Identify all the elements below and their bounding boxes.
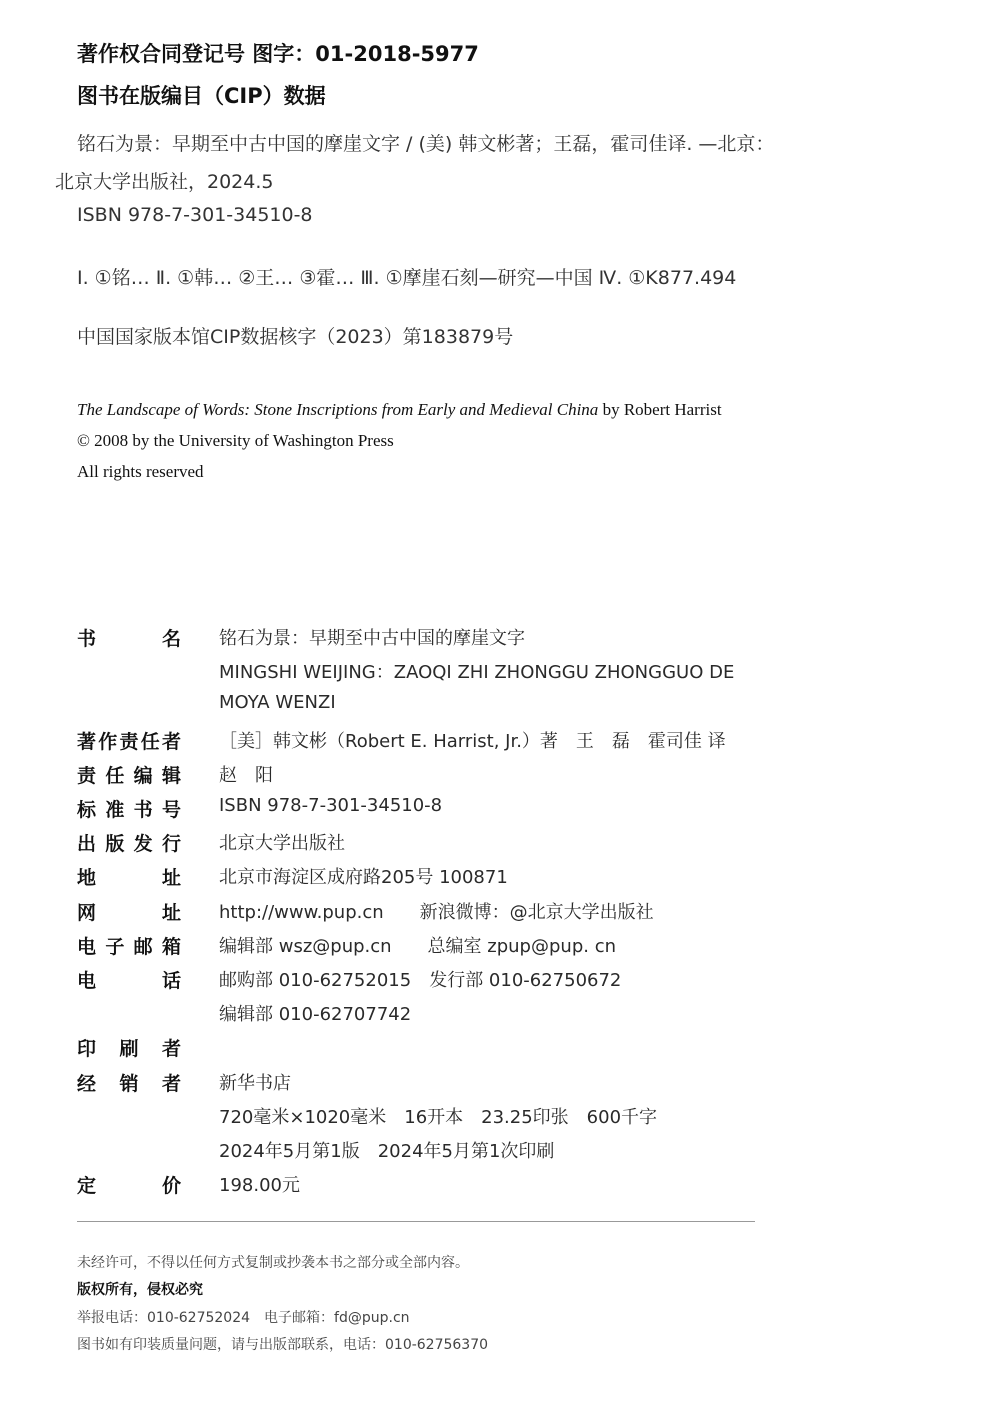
cip-isbn: ISBN 978-7-301-34510-8 [77,204,313,226]
detail-label [77,624,181,651]
detail-label [77,761,181,788]
cip-heading: 图书在版编目（CIP）数据 [77,84,326,108]
footer-notice: 未经许可，不得以任何方式复制或抄袭本书之部分或全部内容。 [77,1255,469,1271]
detail-value: 邮购部 010-62752015 发行部 010-62750672 [219,970,622,991]
detail-label-char: 网 [77,901,97,924]
detail-label-char: 辑 [161,764,181,787]
detail-value: 编辑部 010-62707742 [219,1004,412,1026]
original-rights: All rights reserved [77,462,204,481]
footer-report: 举报电话：010-62752024 电子邮箱：fd@pup.cn [77,1310,410,1326]
detail-label-char: 版 [105,833,125,856]
detail-label [77,829,181,856]
detail-value: 铭石为景：早期至中古中国的摩崖文字 [219,628,525,649]
detail-label-char: 责 [119,730,139,753]
detail-value: 2024年5月第1版 2024年5月第1次印刷 [219,1141,555,1162]
detail-label [77,932,181,959]
cip-line-2: 北京大学出版社，2024.5 [55,171,274,193]
copyright-registration: 著作权合同登记号 图字：01-2018-5977 [77,42,479,66]
original-title: The Landscape of Words: Stone Inscriptions from Early and Medieval China [77,400,599,419]
detail-value: 北京市海淀区成府路205号 100871 [219,867,508,889]
cip-line-1: 铭石为景：早期至中古中国的摩崖文字 / (美) 韩文彬著；王磊，霍司佳译. —北京： [77,133,775,155]
detail-label-char: 号 [161,799,181,821]
detail-label-char: 者 [161,1072,181,1095]
detail-value: http://www.pup.cn 新浪微博：@北京大学出版社 [219,901,654,923]
detail-value: MINGSHI WEIJING：ZAOQI ZHI ZHONGGU ZHONGGUO DE [219,662,735,684]
detail-label-char: 书 [77,628,97,650]
detail-label-char: 话 [161,970,181,992]
detail-value: 编辑部 wsz@pup.cn 总编室 zpup@pup. cn [219,935,616,957]
detail-label-char: 准 [105,799,125,821]
detail-value: 720毫米×1020毫米 16开本 23.25印张 600千字 [219,1106,658,1128]
detail-label-char: 书 [133,799,153,821]
detail-label-char: 标 [77,799,97,821]
detail-label [77,727,181,754]
detail-label-char: 价 [161,1175,181,1198]
detail-label-char: 刷 [119,1038,139,1061]
divider [77,1221,755,1222]
detail-value: 198.00元 [219,1175,300,1197]
detail-label-char: 定 [77,1175,97,1198]
detail-label-char: 地 [77,867,97,890]
detail-label-char: 编 [133,764,153,787]
footer-quality: 图书如有印装质量问题，请与出版部联系，电话：010-62756370 [77,1337,489,1353]
original-author: by Robert Harrist [598,400,722,419]
cip-number: 中国国家版本馆CIP数据核字（2023）第183879号 [77,326,514,348]
detail-label-char: 行 [161,833,181,856]
detail-label-char: 印 [77,1038,97,1061]
detail-value: MOYA WENZI [219,692,336,714]
detail-value: ［美］韩文彬（Robert E. Harrist, Jr.）著 王 磊 霍司佳 译 [219,730,726,752]
detail-label [77,863,181,890]
detail-label-char: 电 [77,935,97,958]
detail-label-char: 址 [161,867,181,890]
detail-label-char: 者 [161,730,181,753]
detail-label [77,898,181,925]
detail-label-char: 者 [161,1038,181,1061]
detail-label-char: 销 [119,1072,139,1095]
detail-label-char: 邮 [133,935,153,958]
detail-value: 新华书店 [219,1072,291,1094]
detail-label-char: 经 [77,1072,97,1095]
detail-label-char: 出 [77,833,97,856]
detail-label-char: 箱 [161,935,181,958]
detail-label [77,1069,181,1096]
detail-value: 赵 阳 [219,764,273,786]
detail-value: ISBN 978-7-301-34510-8 [219,795,443,816]
detail-label-char: 作 [98,730,118,753]
original-title-line [77,400,722,420]
detail-label-char: 任 [105,764,125,787]
detail-label-char: 子 [105,935,125,958]
original-copyright: © 2008 by the University of Washington Press [77,431,394,450]
detail-label-char: 名 [161,628,181,650]
detail-label-char: 责 [77,764,97,787]
detail-label [77,966,181,993]
detail-label-char: 著 [77,730,97,753]
detail-label-char: 发 [133,833,153,856]
detail-label [77,1171,181,1198]
detail-label-char: 址 [161,901,181,924]
detail-value: 北京大学出版社 [219,833,345,855]
detail-label [77,795,181,822]
footer-rights: 版权所有，侵权必究 [77,1282,203,1298]
detail-label-char: 任 [140,730,160,753]
detail-label-char: 电 [77,970,97,992]
cip-classification: Ⅰ. ①铭… Ⅱ. ①韩… ②王… ③霍… Ⅲ. ①摩崖石刻—研究—中国 Ⅳ. ①K877.494 [77,267,737,289]
detail-label [77,1034,181,1061]
